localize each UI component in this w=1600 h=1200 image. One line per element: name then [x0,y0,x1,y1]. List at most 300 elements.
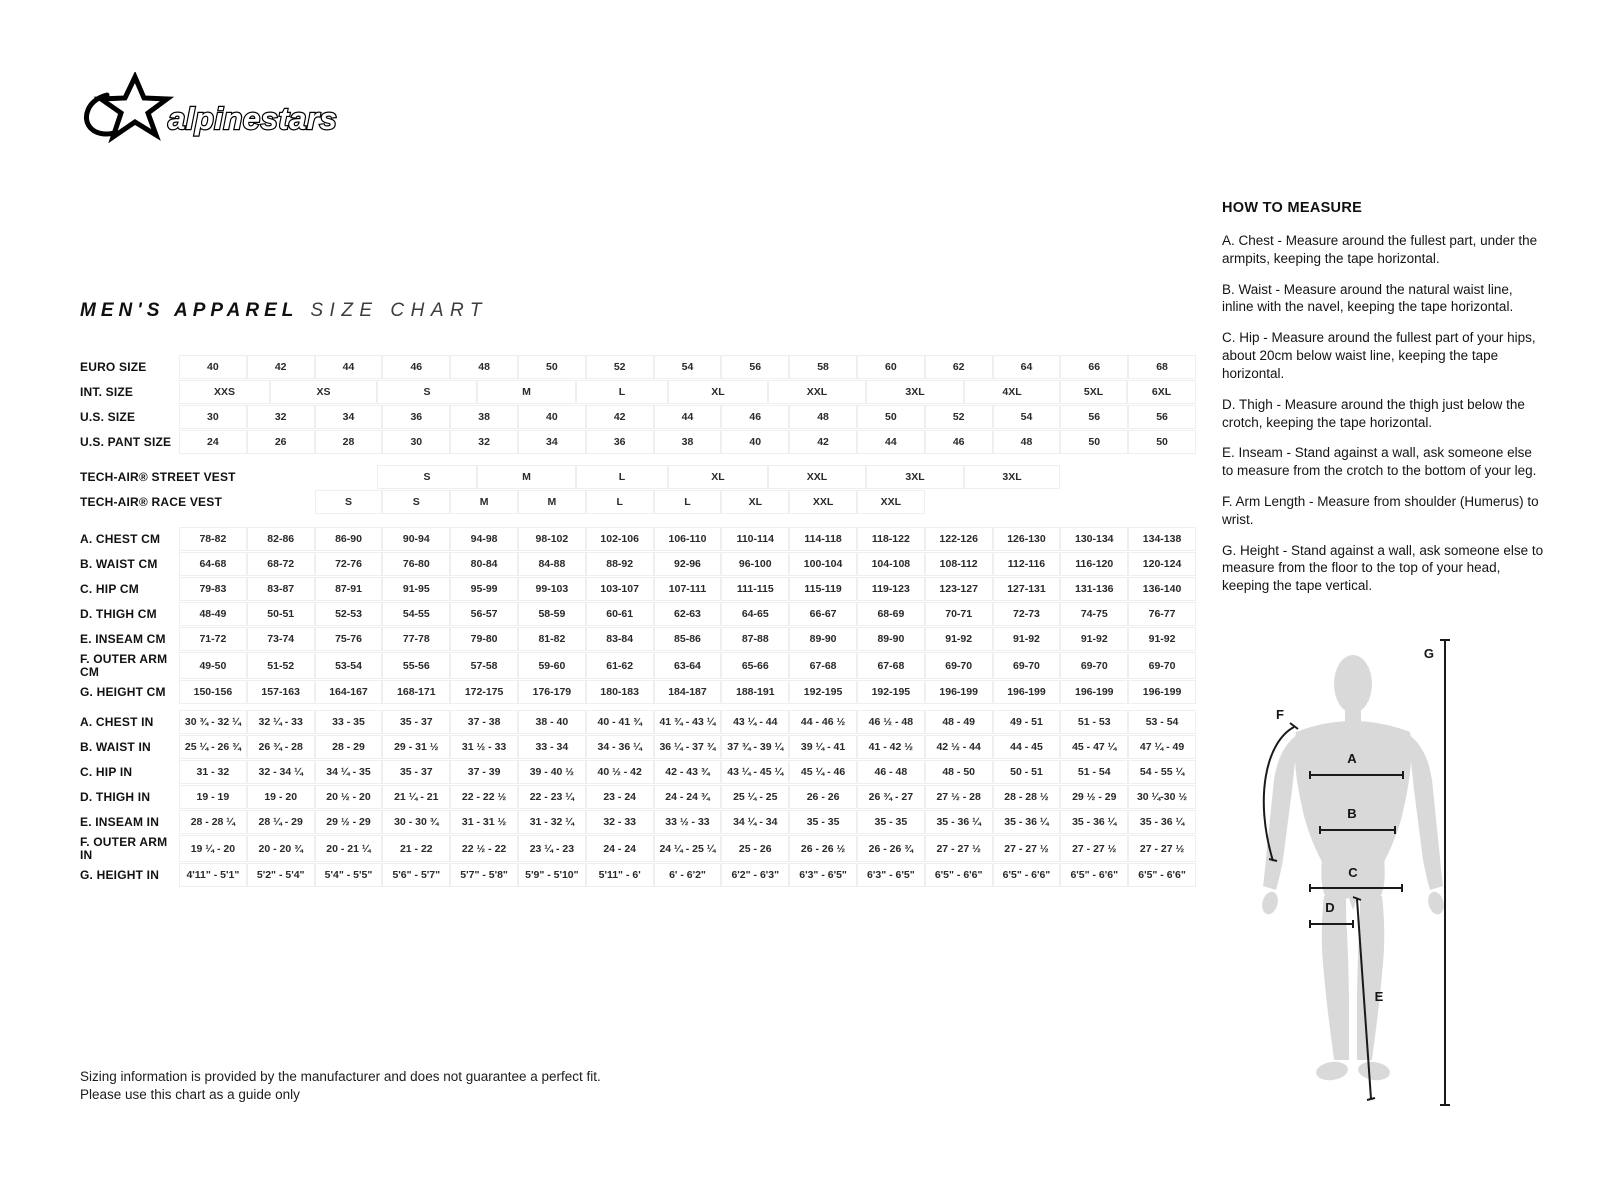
size-cell: 71-72 [179,627,247,651]
size-cell: 50 [1060,430,1128,454]
size-cell: 196-199 [1060,680,1128,704]
row-label: C. HIP CM [80,581,139,596]
size-cell: XL [668,380,768,404]
table-row [80,863,1196,887]
size-cell: 25 ¼ - 25 [721,785,789,809]
size-cell: 68-72 [247,552,315,576]
size-cell: 80-84 [450,552,518,576]
size-cell: 70-71 [925,602,993,626]
size-cell: 43 ¼ - 44 [721,710,789,734]
size-cell: 150-156 [179,680,247,704]
size-cell: 122-126 [925,527,993,551]
size-cell: 87-91 [315,577,383,601]
size-cell: 77-78 [382,627,450,651]
size-cell: XXL [768,380,866,404]
size-cell: L [576,380,668,404]
size-cell: 28 - 28 ½ [993,785,1061,809]
size-cell: 45 ¼ - 46 [789,760,857,784]
size-cell: 6XL [1127,380,1196,404]
size-cell: 86-90 [315,527,383,551]
size-cell: 24 - 24 ¾ [654,785,722,809]
disclaimer [80,1068,601,1103]
size-cell: 69-70 [1060,652,1128,679]
table-row [80,785,1196,809]
row-label: D. THIGH IN [80,789,151,804]
alpinestars-logo-icon [78,72,350,152]
size-cell: 6'3" - 6'5" [857,863,925,887]
size-cell: 29 - 31 ½ [382,735,450,759]
size-cell: 6'5" - 6'6" [925,863,993,887]
size-cell: 32 [450,430,518,454]
star-icon [101,77,167,137]
disclaimer-line2: Please use this chart as a guide only [80,1086,300,1102]
size-cell: 6'5" - 6'6" [1128,863,1196,887]
size-cell: 56 [721,355,789,379]
label-hip: C [1348,865,1358,880]
measure-instruction: E. Inseam - Stand against a wall, ask someone else to measure from the crotch to the bottom of your leg. [1222,445,1537,479]
size-cell: 78-82 [179,527,247,551]
size-cell: 76-77 [1128,602,1196,626]
size-cell: XXS [179,380,270,404]
size-cell: 27 - 27 ½ [1128,835,1196,862]
row-label: B. WAIST CM [80,556,158,571]
size-cell: 30 [179,405,247,429]
size-cell: 130-134 [1060,527,1128,551]
measure-instruction: F. Arm Length - Measure from shoulder (Humerus) to wrist. [1222,493,1539,527]
size-cell: 40 [518,405,586,429]
size-cell: 90-94 [382,527,450,551]
size-cell: 85-86 [654,627,722,651]
row-label: G. HEIGHT CM [80,684,166,699]
size-cell: 22 - 22 ½ [450,785,518,809]
size-cell: 118-122 [857,527,925,551]
size-cell: 54 [654,355,722,379]
row-label: EURO SIZE [80,359,147,374]
size-cell: 40 [721,430,789,454]
size-cell: 107-111 [654,577,722,601]
size-cell: S [382,490,450,514]
size-cell: 46 [721,405,789,429]
table-row [80,652,1196,679]
size-cell: 21 ¼ - 21 [382,785,450,809]
size-cell: 44 [857,430,925,454]
size-cell: 46 - 48 [857,760,925,784]
size-cell: 34 - 36 ¼ [586,735,654,759]
brand-wordmark: alpinestars [168,101,338,136]
measurement-figure [1240,620,1454,1125]
size-cell: 25 ¼ - 26 ¾ [179,735,247,759]
size-cell: 94-98 [450,527,518,551]
table-row [80,680,1196,704]
label-height: G [1423,646,1434,661]
size-cell: 131-136 [1060,577,1128,601]
size-cell: 106-110 [654,527,722,551]
size-cell-empty [925,490,993,514]
size-cell: 108-112 [925,552,993,576]
row-label: TECH-AIR® RACE VEST [80,494,222,509]
size-cell: 84-88 [518,552,586,576]
size-cell: 49-50 [179,652,247,679]
size-cell: 31 ½ - 33 [450,735,518,759]
size-cell: 91-92 [925,627,993,651]
size-cell: 46 [382,355,450,379]
size-cell: 164-167 [315,680,383,704]
disclaimer-line1: Sizing information is provided by the manufacturer and does not guarantee a perfect fit. [80,1069,601,1084]
size-cell: 19 - 19 [179,785,247,809]
size-cell: 50 - 51 [993,760,1061,784]
size-cell: 91-95 [382,577,450,601]
size-cell: L [654,490,722,514]
size-cell: 116-120 [1060,552,1128,576]
size-cell: 33 - 35 [315,710,383,734]
size-cell: L [586,490,654,514]
size-cell: 42 ½ - 44 [925,735,993,759]
size-cell: 37 - 38 [450,710,518,734]
size-cell: 48 [450,355,518,379]
size-cell: 110-114 [721,527,789,551]
measure-instruction: G. Height - Stand against a wall, ask someone else to measure from the floor to the top of your head, keeping the tape vertical. [1222,542,1544,594]
size-cell: 196-199 [925,680,993,704]
size-cell: 35 - 37 [382,710,450,734]
size-cell: 81-82 [518,627,586,651]
size-cell: 104-108 [857,552,925,576]
size-cell: 82-86 [247,527,315,551]
size-cell: M [477,465,576,489]
size-cell: 24 [179,430,247,454]
size-cell-empty [1060,465,1127,489]
size-cell: 26 ¾ - 28 [247,735,315,759]
size-cell: 66-67 [789,602,857,626]
size-cell: 51 - 53 [1060,710,1128,734]
size-cell: 50 [518,355,586,379]
size-cell: 67-68 [789,652,857,679]
size-cell: 127-131 [993,577,1061,601]
size-cell: 52 [586,355,654,379]
table-row [80,465,1196,489]
size-cell: 72-73 [993,602,1061,626]
size-cell: 20 ½ - 20 [315,785,383,809]
size-cell: 20 - 21 ¼ [315,835,383,862]
size-cell: 19 ¼ - 20 [179,835,247,862]
size-cell: 192-195 [789,680,857,704]
row-label: C. HIP IN [80,764,133,779]
size-cell: 50 [1128,430,1196,454]
size-cell: 26 - 26 ½ [789,835,857,862]
size-cell: XXL [768,465,866,489]
size-cell: 36 ¼ - 37 ¾ [654,735,722,759]
size-cell: 28 ¼ - 29 [247,810,315,834]
size-cell: 41 ¾ - 43 ¼ [654,710,722,734]
size-cell: 42 - 43 ¾ [654,760,722,784]
size-cell: 22 - 23 ¼ [518,785,586,809]
table-row [80,710,1196,734]
size-cell: 34 ¼ - 34 [721,810,789,834]
size-cell: 38 [654,430,722,454]
size-cell: 45 - 47 ¼ [1060,735,1128,759]
size-cell: 134-138 [1128,527,1196,551]
table-section [80,527,1196,704]
size-cell: 79-83 [179,577,247,601]
size-cell: 42 [247,355,315,379]
size-cell-empty [1060,490,1128,514]
size-cell: 52-53 [315,602,383,626]
size-cell: 172-175 [450,680,518,704]
table-row [80,602,1196,626]
size-cell: 111-115 [721,577,789,601]
row-label: F. OUTER ARM IN [80,834,168,862]
size-cell: 49 - 51 [993,710,1061,734]
size-cell: 54 - 55 ¼ [1128,760,1196,784]
size-cell: 102-106 [586,527,654,551]
size-cell: 19 - 20 [247,785,315,809]
size-cell: 51 - 54 [1060,760,1128,784]
size-cell: 58-59 [518,602,586,626]
size-cell: 99-103 [518,577,586,601]
size-cell: 6' - 6'2" [654,863,722,887]
size-cell: 48 - 50 [925,760,993,784]
size-cell-empty [993,490,1061,514]
page-title [80,300,488,322]
how-to-measure-panel [1222,200,1546,608]
size-cell: 68-69 [857,602,925,626]
size-cell: 34 [518,430,586,454]
size-cell: 76-80 [382,552,450,576]
size-cell: 3XL [866,465,964,489]
table-row [80,735,1196,759]
size-cell: 25 - 26 [721,835,789,862]
size-cell: 64-65 [721,602,789,626]
size-cell: 21 - 22 [382,835,450,862]
how-to-measure-heading: HOW TO MEASURE [1222,200,1363,216]
size-cell: 55-56 [382,652,450,679]
size-cell: 192-195 [857,680,925,704]
size-cell: 31 - 31 ½ [450,810,518,834]
size-cell: 196-199 [993,680,1061,704]
size-cell: 48-49 [179,602,247,626]
row-label: B. WAIST IN [80,739,151,754]
size-cell: 64 [993,355,1061,379]
size-cell: 22 ½ - 22 [450,835,518,862]
table-row [80,527,1196,551]
size-cell: 188-191 [721,680,789,704]
size-cell: 26 ¾ - 27 [857,785,925,809]
size-cell: 38 - 40 [518,710,586,734]
size-cell: M [477,380,576,404]
label-waist: B [1347,806,1357,821]
size-cell: 33 - 34 [518,735,586,759]
table-section [80,710,1196,887]
body-diagram [1240,620,1454,1120]
size-cell: 91-92 [1060,627,1128,651]
size-cell: 46 [925,430,993,454]
size-cell: 5'7" - 5'8" [450,863,518,887]
size-cell: 136-140 [1128,577,1196,601]
size-cell: 114-118 [789,527,857,551]
size-cell: 23 - 24 [586,785,654,809]
size-cell: 123-127 [925,577,993,601]
size-cell: 38 [450,405,518,429]
size-cell: 30 - 30 ¾ [382,810,450,834]
size-cell: 64-68 [179,552,247,576]
size-cell: 27 ½ - 28 [925,785,993,809]
size-cell: 36 [382,405,450,429]
size-cell: S [377,465,477,489]
row-label: E. INSEAM CM [80,631,166,646]
size-cell: 176-179 [518,680,586,704]
size-cell: 32 - 33 [586,810,654,834]
size-cell: 32 ¼ - 33 [247,710,315,734]
size-cell: 69-70 [925,652,993,679]
row-label: TECH-AIR® STREET VEST [80,469,236,484]
size-cell: 6'3" - 6'5" [789,863,857,887]
size-cell: 3XL [964,465,1060,489]
page-title-primary: MEN'S APPAREL [80,300,299,321]
table-row [80,355,1196,379]
size-cell: 50 [857,405,925,429]
size-cell: XXL [789,490,857,514]
size-cell: 88-92 [586,552,654,576]
measure-instruction: D. Thigh - Measure around the thigh just below the crotch, keeping the tape horizontal. [1222,396,1525,430]
table-row [80,627,1196,651]
size-cell: 32 [247,405,315,429]
size-cell: 40 ½ - 42 [586,760,654,784]
size-cell: 29 ½ - 29 [1060,785,1128,809]
size-cell: 5'6" - 5'7" [382,863,450,887]
size-cell: 42 [789,430,857,454]
size-cell: 126-130 [993,527,1061,551]
size-cell: 120-124 [1128,552,1196,576]
size-cell: 44 [654,405,722,429]
size-cell: 83-87 [247,577,315,601]
row-label: D. THIGH CM [80,606,157,621]
size-cell: 65-66 [721,652,789,679]
size-cell: 32 - 34 ¼ [247,760,315,784]
page-title-secondary: SIZE CHART [310,300,488,321]
measure-instruction: B. Waist - Measure around the natural waist line, inline with the navel, keeping the tape horizontal. [1222,281,1514,315]
size-cell: 23 ¼ - 23 [518,835,586,862]
size-cell: XS [270,380,377,404]
size-cell: 34 ¼ - 35 [315,760,383,784]
size-cell: 98-102 [518,527,586,551]
size-cell: 63-64 [654,652,722,679]
size-cell: 35 - 36 ¼ [925,810,993,834]
size-cell: 196-199 [1128,680,1196,704]
size-cell: 73-74 [247,627,315,651]
size-cell: 34 [315,405,383,429]
size-cell-empty [1128,490,1196,514]
size-cell: 37 ¾ - 39 ¼ [721,735,789,759]
size-cell: 44 - 46 ½ [789,710,857,734]
size-cell: 35 - 37 [382,760,450,784]
size-cell: 52 [925,405,993,429]
size-cell: 66 [1060,355,1128,379]
size-cell-empty [270,465,377,489]
size-cell: 35 - 35 [857,810,925,834]
size-cell: 28 - 29 [315,735,383,759]
size-cell: 43 ¼ - 45 ¼ [721,760,789,784]
row-label: G. HEIGHT IN [80,867,160,882]
table-row [80,490,1196,514]
size-cell: M [450,490,518,514]
row-label: U.S. SIZE [80,409,136,424]
size-cell: 6'5" - 6'6" [1060,863,1128,887]
table-row [80,405,1196,429]
size-cell: 115-119 [789,577,857,601]
size-cell: 100-104 [789,552,857,576]
size-cell-empty [1127,465,1196,489]
size-cell: XL [668,465,768,489]
size-cell: 51-52 [247,652,315,679]
size-cell: 50-51 [247,602,315,626]
size-cell: 95-99 [450,577,518,601]
table-section [80,465,1196,514]
size-cell: 26 [247,430,315,454]
size-cell: 47 ¼ - 49 [1128,735,1196,759]
size-cell: 39 ¼ - 41 [789,735,857,759]
size-cell: 6'2" - 6'3" [721,863,789,887]
size-cell: 20 - 20 ¾ [247,835,315,862]
size-cell: 83-84 [586,627,654,651]
row-label: E. INSEAM IN [80,814,160,829]
size-cell: 60 [857,355,925,379]
size-cell: 54 [993,405,1061,429]
size-cell: 184-187 [654,680,722,704]
size-cell: 27 - 27 ½ [925,835,993,862]
row-label: U.S. PANT SIZE [80,434,172,449]
size-cell: 56-57 [450,602,518,626]
size-cell: 44 - 45 [993,735,1061,759]
size-cell: 24 ¼ - 25 ¼ [654,835,722,862]
size-cell: 74-75 [1060,602,1128,626]
size-cell: 72-76 [315,552,383,576]
size-cell: 5XL [1060,380,1127,404]
size-cell: 44 [315,355,383,379]
table-row [80,577,1196,601]
size-cell: 30 ¾ - 32 ¼ [179,710,247,734]
table-section [80,355,1196,454]
size-cell: 28 [315,430,383,454]
size-cell: 27 - 27 ½ [1060,835,1128,862]
size-cell-empty [247,490,315,514]
size-cell: 119-123 [857,577,925,601]
size-cell: 79-80 [450,627,518,651]
size-cell: 40 [179,355,247,379]
table-row [80,552,1196,576]
size-cell: 31 - 32 [179,760,247,784]
table-row [80,835,1196,862]
size-cell: 89-90 [789,627,857,651]
size-cell: 5'11" - 6' [586,863,654,887]
size-cell: 29 ½ - 29 [315,810,383,834]
size-cell: 30 ¼-30 ½ [1128,785,1196,809]
size-cell: 40 - 41 ¾ [586,710,654,734]
size-cell: M [518,490,586,514]
label-inseam: E [1374,989,1384,1004]
label-arm-length: F [1276,707,1284,722]
table-row [80,430,1196,454]
size-cell: 3XL [866,380,964,404]
size-cell: 30 [382,430,450,454]
size-cell: 26 - 26 [789,785,857,809]
size-cell: 27 - 27 ½ [993,835,1061,862]
size-table [80,355,1196,888]
size-cell: L [576,465,668,489]
table-row [80,760,1196,784]
measure-instruction: A. Chest - Measure around the fullest part, under the armpits, keeping the tape horizontal. [1222,233,1538,266]
size-cell: 53-54 [315,652,383,679]
size-cell: 91-92 [993,627,1061,651]
size-cell: 67-68 [857,652,925,679]
